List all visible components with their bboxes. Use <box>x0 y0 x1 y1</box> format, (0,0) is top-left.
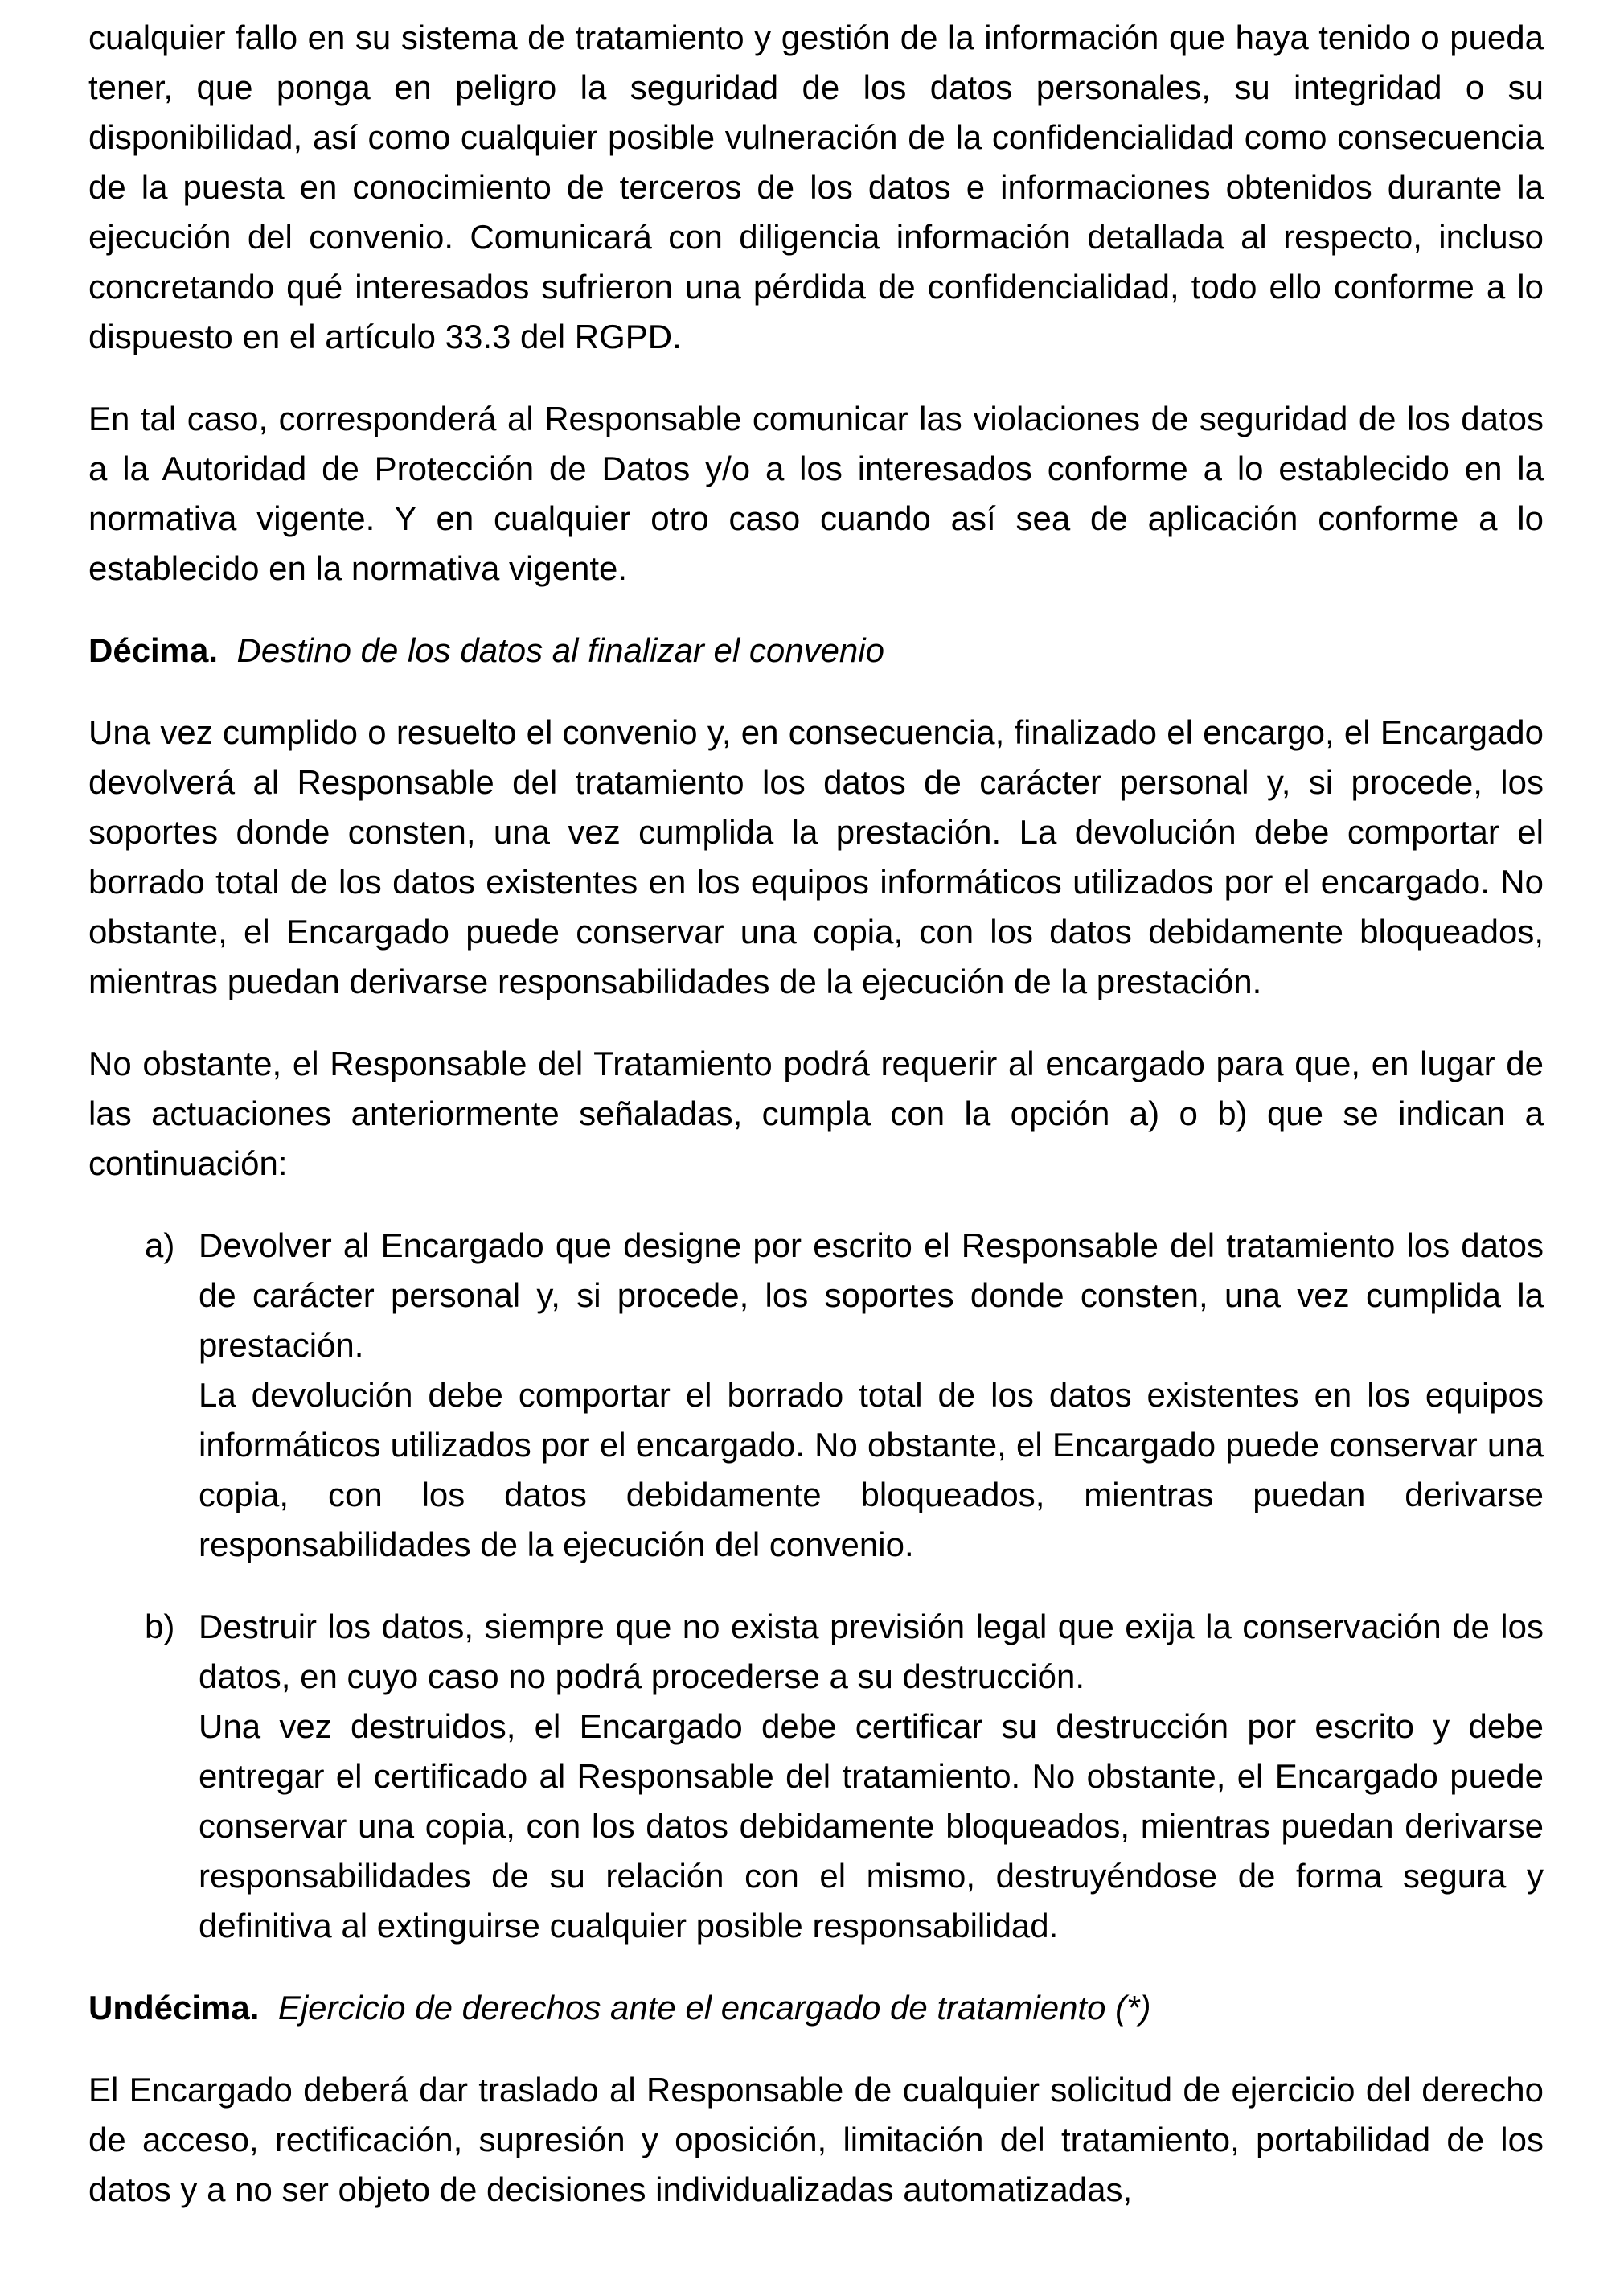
list-item-b-body <box>199 1602 1544 1951</box>
heading-title-decima: Destino de los datos al finalizar el convenio <box>236 631 884 669</box>
section-heading-undecima <box>88 1983 1544 2033</box>
list-marker-a: a) <box>145 1226 175 1264</box>
heading-number-decima: Décima. <box>88 631 219 669</box>
paragraph-options-intro: No obstante, el Responsable del Tratamiento podrá requerir al encargado para que, en lugar de las actuaciones anteriormente señaladas, cumpla con la opción a) o b) que se indican a continuación: <box>88 1045 1544 1182</box>
list-item-b-text-2: Una vez destruidos, el Encargado debe certificar su destrucción por escrito y debe entregar el certificado al Responsable del tratamiento. No obstante, el Encargado puede conservar una copia, con los datos debidamente bloqueados, mientras puedan derivarse responsabilidades de su relación con el mismo, destruyéndose de forma segura y definitiva al extinguirse cualquier posible responsabilidad. <box>199 1707 1544 1945</box>
list-item-a-text-1: Devolver al Encargado que designe por escrito el Responsable del tratamiento los datos de carácter personal y, si procede, los soportes donde consten, una vez cumplida la prestación. <box>199 1226 1544 1364</box>
paragraph-responsable-communication: En tal caso, corresponderá al Responsable comunicar las violaciones de seguridad de los datos a la Autoridad de Protección de Datos y/o a los interesados conforme a lo establecido en la normativa vigente. Y en cualquier otro caso cuando así sea de aplicación conforme a lo establecido en la normativa vigente. <box>88 400 1544 587</box>
list-marker-b: b) <box>145 1608 175 1645</box>
list-item-b <box>88 1602 1544 1951</box>
heading-title-undecima: Ejercicio de derechos ante el encargado de tratamiento (*) <box>277 1989 1151 2027</box>
list-item-a <box>88 1221 1544 1570</box>
list-item-a-text-2: La devolución debe comportar el borrado total de los datos existentes en los equipos informáticos utilizados por el encargado. No obstante, el Encargado puede conservar una copia, con los datos debidamente bloqueados, mientras puedan derivarse responsabilidades de la ejecución del convenio. <box>199 1376 1544 1563</box>
paragraph-breach-notification: cualquier fallo en su sistema de tratamiento y gestión de la información que haya tenido o pueda tener, que ponga en peligro la seguridad de los datos personales, su integridad o su disponibilidad, así como cualquier posible vulneración de la confidencialidad como consecuencia de la puesta en conocimiento de terceros de los datos e informaciones obtenidos durante la ejecución del convenio. Comunicará con diligencia información detallada al respecto, incluso concretando qué interesados sufrieron una pérdida de confidencialidad, todo ello conforme a lo dispuesto en el artículo 33.3 del RGPD. <box>88 18 1544 355</box>
paragraph-data-return: Una vez cumplido o resuelto el convenio y, en consecuencia, finalizado el encargo, el Encargado devolverá al Responsable del tratamiento los datos de carácter personal y, si procede, los soportes donde consten, una vez cumplida la prestación. La devolución debe comportar el borrado total de los datos existentes en los equipos informáticos utilizados por el encargado. No obstante, el Encargado puede conservar una copia, con los datos debidamente bloqueados, mientras puedan derivarse responsabilidades de la ejecución de la prestación. <box>88 713 1544 1000</box>
paragraph-rights-exercise: El Encargado deberá dar traslado al Responsable de cualquier solicitud de ejercicio del derecho de acceso, rectificación, supresión y oposición, limitación del tratamiento, portabilidad de los datos y a no ser objeto de decisiones individualizadas automatizadas, <box>88 2071 1544 2208</box>
list-item-b-text-1: Destruir los datos, siempre que no exista previsión legal que exija la conservación de los datos, en cuyo caso no podrá procederse a su destrucción. <box>199 1608 1544 1695</box>
heading-number-undecima: Undécima. <box>88 1989 260 2027</box>
list-item-a-body <box>199 1221 1544 1570</box>
section-heading-decima <box>88 626 1544 676</box>
